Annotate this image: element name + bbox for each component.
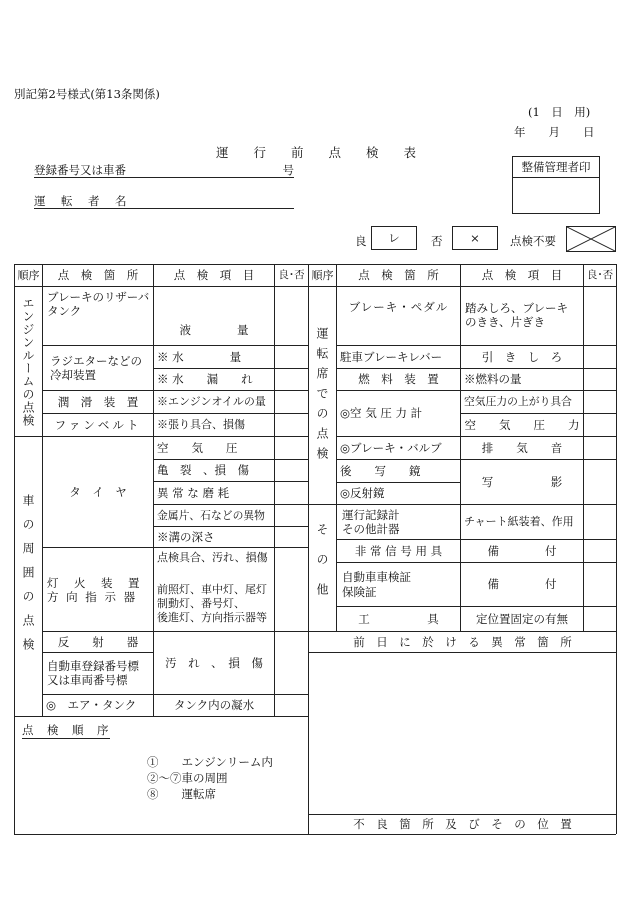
- place-brake-pedal: ブレーキ・ペダル: [348, 299, 449, 314]
- place-fuel-system: 燃 料 装 置: [358, 372, 439, 387]
- item-engine-oil: ※エンジンオイルの量: [157, 395, 266, 409]
- driver-field[interactable]: [34, 193, 294, 209]
- left-header-order: 順序: [17, 268, 40, 282]
- prev-day-abnormal-header: 前 日 に 於 け る 異 常 箇 所: [353, 634, 572, 649]
- per-day-label: (1 日 用): [528, 105, 591, 119]
- place-inspection-cert: 自動車車検証 保険証: [342, 570, 411, 599]
- date-label: 年 月 日: [514, 125, 595, 139]
- group-vehicle-surroundings: 車の周囲の点検: [21, 494, 35, 662]
- result-cell-brake-fluid[interactable]: [275, 287, 308, 345]
- item-exhaust-sound: 排 気 音: [481, 440, 563, 455]
- item-tire-pressure: 空 気 圧: [157, 440, 238, 455]
- procedure-step-2: ②～⑦車の周囲: [147, 771, 228, 785]
- place-air-tank: ◎ エア・タンク: [46, 698, 137, 713]
- item-lights-list: 前照灯、車中灯、尾灯 制動灯、番号灯、 後進灯、方向指示器等: [157, 583, 267, 624]
- left-header-place: 点 検 箇 所: [57, 268, 139, 283]
- item-brake-fluid: 液 量: [179, 322, 249, 337]
- item-air-rise: 空気圧力の上がり具合: [464, 395, 572, 409]
- place-air-gauge: ◎空 気 圧 力 計: [340, 406, 423, 421]
- group-engine-room: エンジンルームの点検: [21, 297, 35, 427]
- legend-not-needed-box: [566, 226, 616, 252]
- item-lever-travel: 引 き し ろ: [481, 349, 563, 364]
- item-chart-paper: チャート紙装着、作用: [464, 515, 574, 529]
- place-tools: 工 具: [358, 611, 439, 626]
- item-dirt-damage: 汚 れ 、 損 傷: [165, 655, 263, 670]
- right-header-order: 順序: [311, 268, 334, 282]
- item-tank-water: タンク内の凝水: [173, 698, 255, 713]
- place-lights: 灯 火 装 置 方 向 指 示 器: [47, 575, 142, 604]
- manager-stamp-box[interactable]: [512, 156, 600, 214]
- item-coolant-leak: ※ 水 漏 れ: [157, 372, 253, 387]
- right-header-item: 点 検 項 目: [481, 268, 563, 283]
- item-reflection: 写 影: [481, 474, 563, 489]
- right-header-result: 良･否: [586, 268, 614, 281]
- prev-day-abnormal-area[interactable]: [309, 653, 616, 814]
- item-tire-foreign: 金属片、石などの異物: [157, 508, 265, 522]
- item-belt-tension: ※張り具合、損傷: [157, 418, 245, 432]
- manager-stamp-label: 整備管理者印: [513, 157, 599, 178]
- place-reflect-mirror: ◎反射鏡: [340, 486, 385, 501]
- place-tire: タ イ ヤ: [69, 484, 127, 499]
- legend-bad-label: 否: [431, 234, 443, 248]
- left-header-result: 良･否: [278, 268, 305, 281]
- right-header-place: 点 検 箇 所: [358, 268, 439, 283]
- procedure-title: 点 検 順 序: [22, 723, 110, 737]
- place-brake-reservoir: ブレーキのリザーバタンク: [47, 290, 150, 319]
- registration-suffix: 号: [282, 163, 294, 177]
- item-fuel-level: ※燃料の量: [464, 372, 522, 387]
- procedure-step-3: ⑧ 運転席: [147, 787, 216, 801]
- defects-header: 不 良 箇 所 及 び そ の 位 置: [353, 817, 572, 832]
- item-lights-condition: 点検具合、汚れ、損傷: [157, 551, 268, 565]
- place-reflector: 反 射 器: [57, 634, 139, 649]
- form-id: 別記第2号様式(第13条関係): [14, 87, 160, 101]
- item-tire-wear: 異 常 な 磨 耗: [157, 485, 230, 500]
- place-emergency-tools: 非 常 信 号 用 具: [354, 543, 443, 558]
- legend-good-label: 良: [355, 234, 367, 248]
- place-parking-lever: 駐車ブレーキレバー: [340, 349, 443, 364]
- legend-good-box: レ: [371, 226, 417, 250]
- item-tire-cracks: 亀 裂 、損 傷: [157, 463, 249, 478]
- place-fan-belt: ファンベルト: [54, 417, 142, 432]
- item-pedal-play: 踏みしろ、ブレーキ のきき、片ぎき: [465, 300, 569, 329]
- legend-bad-box: ×: [452, 226, 498, 250]
- item-coolant-level: ※ 水 量: [157, 349, 242, 364]
- place-rear-mirror: 後 写 鏡: [340, 463, 421, 478]
- item-tread-depth: ※溝の深さ: [157, 529, 215, 544]
- item-fixed-position: 定位置固定の有無: [476, 611, 568, 626]
- driver-label: 運 転 者 名: [34, 194, 129, 208]
- place-radiator: ラジエターなどの冷却装置: [50, 353, 142, 382]
- item-cert-equipped: 備 付: [487, 577, 557, 592]
- place-number-plate: 自動車登録番号標 又は車両番号標: [47, 658, 139, 687]
- place-recorder: 運行記録計 その他計器: [342, 507, 400, 536]
- registration-label: 登録番号又は車番: [34, 163, 126, 177]
- group-other: その他: [315, 523, 329, 613]
- page-title: 運 行 前 点 検 表: [216, 145, 417, 160]
- item-air-pressure: 空 気 圧 力: [464, 417, 580, 432]
- legend-not-needed-label: 点検不要: [510, 234, 556, 248]
- item-emergency-equipped: 備 付: [487, 543, 557, 558]
- group-driver-seat: 運転席での点検: [315, 327, 329, 467]
- place-lubrication: 潤 滑 装 置: [57, 394, 139, 409]
- left-header-item: 点 検 項 目: [173, 268, 255, 283]
- result-cell-brake-pedal[interactable]: [584, 287, 616, 345]
- procedure-step-1: ① エンジンリーム内: [147, 755, 273, 769]
- place-brake-valve: ◎ブレーキ・バルブ: [340, 440, 442, 455]
- registration-field[interactable]: [34, 162, 294, 178]
